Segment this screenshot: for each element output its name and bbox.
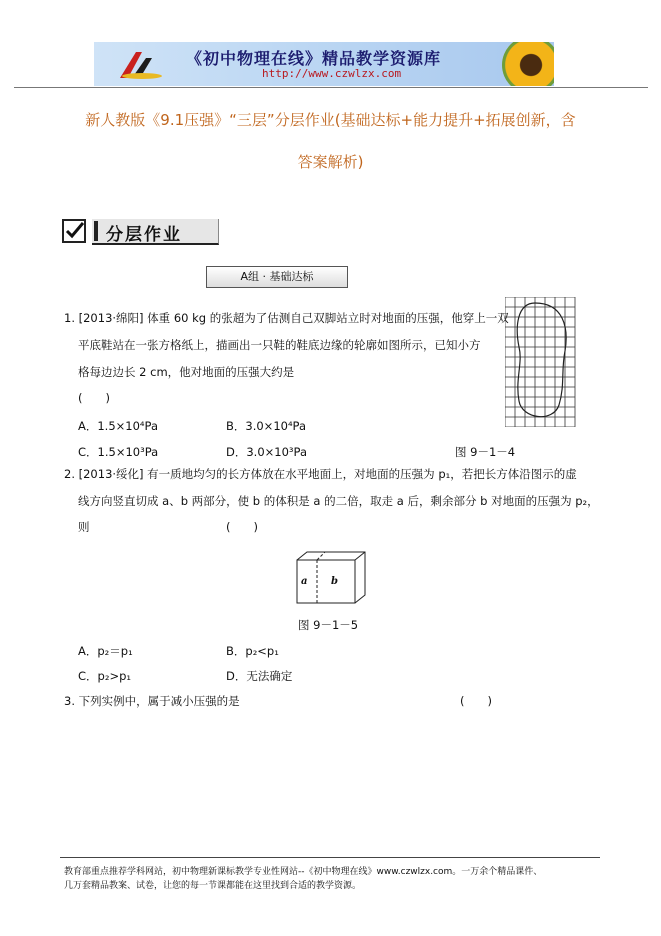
figure-label-b: b [331,576,338,587]
q1-option-d: D．3.0×10³Pa [226,445,307,459]
q2-option-c: C．p₂>p₁ [78,669,131,683]
footer-rule [60,857,600,858]
sunflower-image [502,42,554,86]
banner-url[interactable]: http://www.czwlzx.com [262,67,402,80]
q3-line-1: 3. 下列实例中，属于减小压强的是 [64,694,240,708]
header-banner [94,42,554,86]
shoe-outline-grid-figure [505,297,576,427]
q1-line-1: 1. [2013·绵阳] 体重 60 kg 的张超为了估测自己双脚站立时对地面的压强，他穿上一双 [64,311,509,325]
q2-line-1: 2. [2013·绥化] 有一质地均匀的长方体放在水平地面上，对地面的压强为 p₁，若把长方体沿图示的虚 [64,467,577,481]
q1-line-3: 格每边边长 2 cm，他对地面的压强大约是 [78,365,295,379]
figure-label-a: a [301,576,308,587]
site-logo-icon [116,50,162,80]
document-title-line-1: 新人教版《9.1压强》“三层”分层作业(基础达标+能力提升+拓展创新，含 [85,111,576,129]
cuboid-figure [295,550,367,605]
q1-figure-caption: 图 9－1－4 [455,445,516,459]
footer-line-1: 教育部重点推荐学科网站，初中物理新课标教学专业性网站--《初中物理在线》www.czwlzx.com。一万余个精品课件、 [64,867,543,877]
q1-line-2: 平底鞋站在一张方格纸上，描画出一只鞋的鞋底边缘的轮廓如图所示，已知小方 [78,338,481,352]
q2-option-b: B．p₂<p₁ [226,644,279,658]
q2-option-d: D．无法确定 [226,669,293,683]
q1-option-c: C．1.5×10³Pa [78,445,159,459]
q1-option-a: A．1.5×10⁴Pa [78,419,159,433]
section-header [62,219,220,243]
q2-line-3: 则 [78,520,90,534]
q2-figure-caption: 图 9－1－5 [298,618,359,632]
document-title-line-2: 答案解析) [297,153,364,171]
q1-option-b: B．3.0×10⁴Pa [226,419,307,433]
footer-line-2: 几万套精品教案、试卷，让您的每一节课都能在这里找到合适的教学资源。 [64,881,362,891]
checkbox-icon [62,219,86,243]
q2-line-2: 线方向竖直切成 a、b 两部分，使 b 的体积是 a 的二倍，取走 a 后，剩余部分 b 对地面的压强为 p₂， [78,494,599,508]
q3-answer-blank: ( ) [460,694,492,708]
q1-answer-blank: ( ) [78,391,110,405]
group-label: A组 · 基础达标 [206,266,348,288]
q2-answer-blank: ( ) [226,520,258,534]
q2-option-a: A．p₂＝p₁ [78,644,133,658]
section-label: 分层作业 [106,225,182,245]
header-rule [14,87,648,88]
banner-title: 《初中物理在线》精品教学资源库 [186,49,442,68]
